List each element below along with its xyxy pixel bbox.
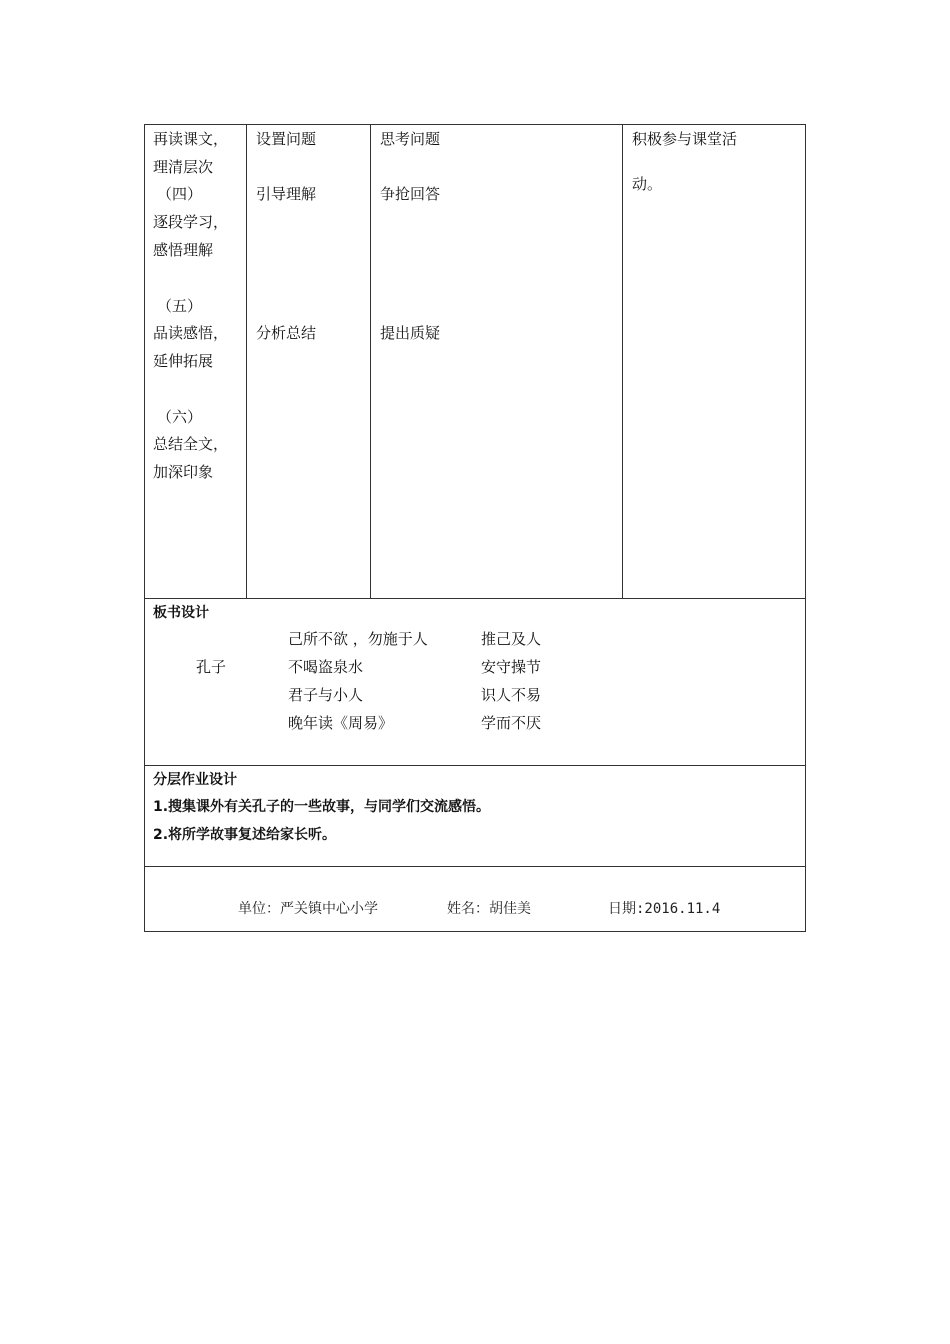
board-right-item: 安守操节 — [481, 658, 542, 676]
footer-date: 日期:2016.11.4 — [608, 901, 721, 917]
homework-item: 1.搜集课外有关孔子的一些故事，与同学们交流感悟。 — [153, 799, 491, 815]
column-divider-1 — [246, 125, 247, 598]
board-left-item: 己所不欲 ，勿施于人 — [288, 630, 428, 648]
step-text: 品读感悟， — [153, 324, 229, 342]
student-activity: 提出质疑 — [380, 324, 441, 342]
step-text: 加深印象 — [153, 463, 214, 481]
footer-name: 姓名：胡佳美 — [447, 901, 531, 917]
row-divider-homework — [145, 765, 805, 766]
teacher-activity: 分析总结 — [256, 324, 317, 342]
step-text: 再读课文， — [153, 130, 229, 148]
row-divider-footer — [145, 866, 805, 867]
step-number: （六） — [157, 408, 203, 426]
board-right-item: 识人不易 — [481, 686, 542, 704]
step-text: 感悟理解 — [153, 241, 214, 259]
footer-unit: 单位：严关镇中心小学 — [238, 901, 378, 917]
board-design-heading: 板书设计 — [153, 605, 209, 621]
board-left-item: 晚年读《周易》 — [288, 714, 394, 732]
column-divider-2 — [370, 125, 371, 598]
student-activity: 争抢回答 — [380, 185, 441, 203]
student-activity: 思考问题 — [380, 130, 441, 148]
board-right-item: 学而不厌 — [481, 714, 542, 732]
homework-item: 2.将所学故事复述给家长听。 — [153, 827, 337, 843]
design-intent: 积极参与课堂活 — [632, 130, 738, 148]
step-text: 理清层次 — [153, 158, 214, 176]
board-left-item: 君子与小人 — [288, 686, 364, 704]
design-intent: 动。 — [632, 175, 663, 193]
teacher-activity: 设置问题 — [256, 130, 317, 148]
lesson-plan-table — [144, 124, 806, 932]
step-number: （四） — [157, 185, 203, 203]
row-divider-board — [145, 598, 805, 599]
step-text: 总结全文， — [153, 435, 229, 453]
step-number: （五） — [157, 297, 203, 315]
homework-heading: 分层作业设计 — [153, 772, 237, 788]
board-left-item: 不喝盗泉水 — [288, 658, 364, 676]
teacher-activity: 引导理解 — [256, 185, 317, 203]
board-center-title: 孔子 — [196, 658, 227, 676]
column-divider-3 — [622, 125, 623, 598]
step-text: 延伸拓展 — [153, 352, 214, 370]
board-right-item: 推己及人 — [481, 630, 542, 648]
step-text: 逐段学习， — [153, 213, 229, 231]
